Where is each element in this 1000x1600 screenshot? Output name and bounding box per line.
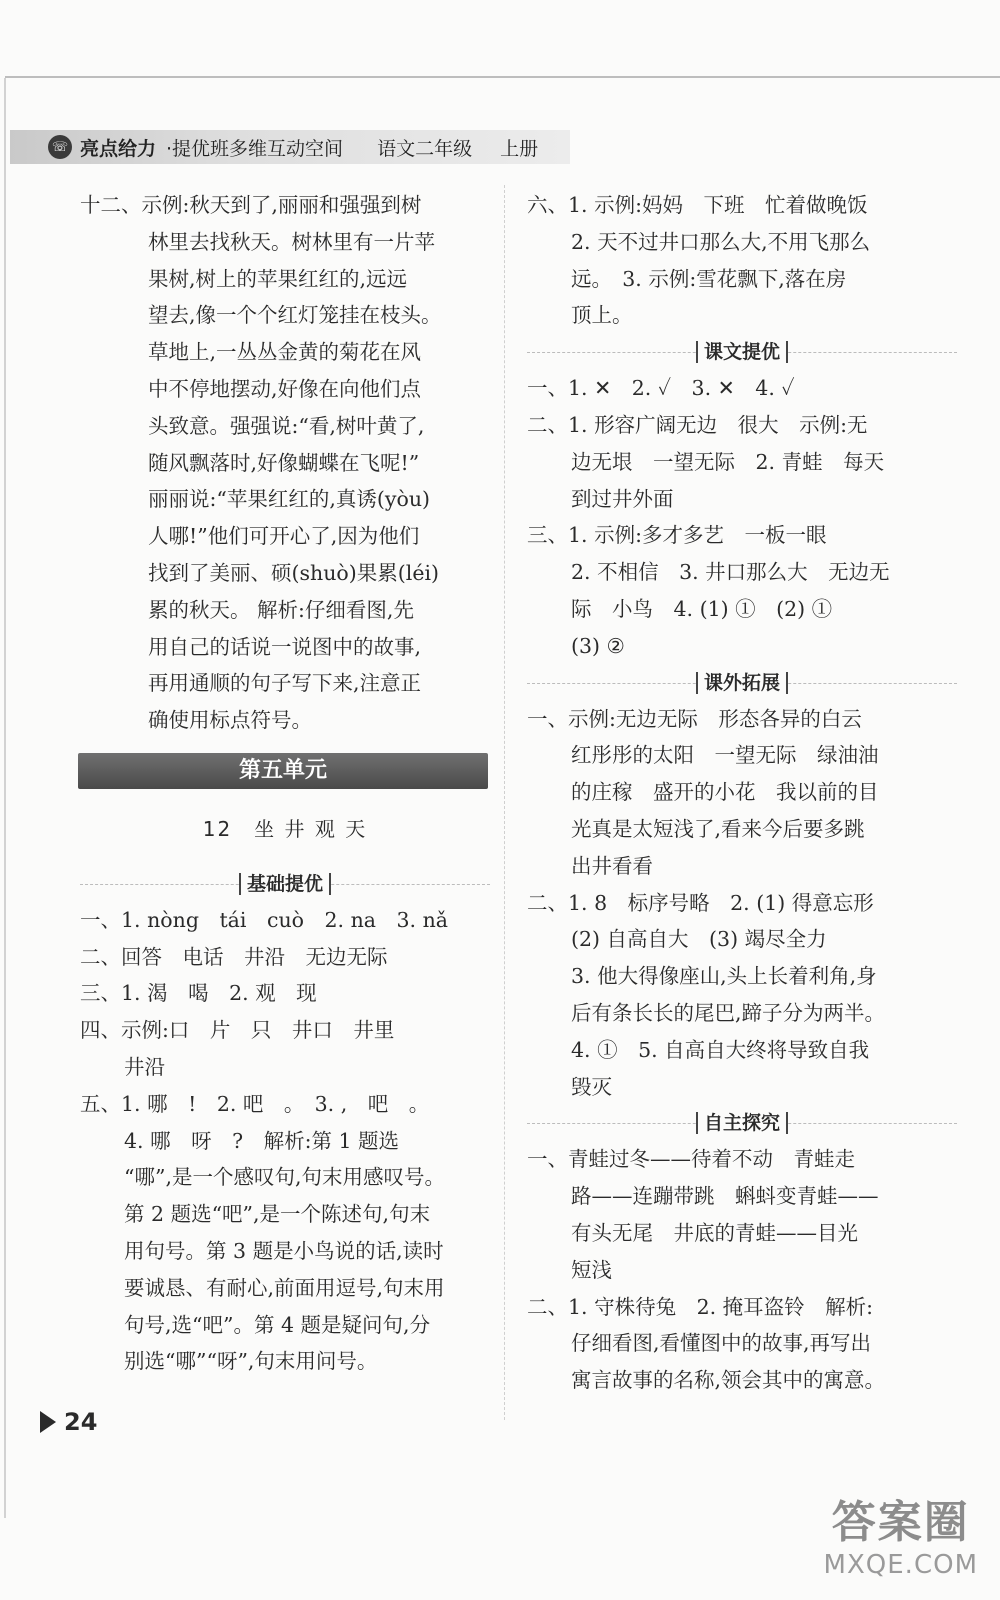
basics-answers — [80, 902, 490, 1380]
text-line: 红彤彤的太阳 一望无际 绿油油 — [571, 743, 879, 768]
text-line: 要诚恳、有耐心,前面用逗号,句末用 — [124, 1275, 445, 1300]
text-line: 五、1. 哪 ! 2. 吧 。 3. , 吧 。 — [80, 1091, 430, 1116]
left-rule — [4, 78, 6, 1518]
text-line: 顶上。 — [571, 303, 633, 328]
text-line: 一、青蛙过冬——待着不动 青蛙走 — [527, 1147, 855, 1172]
text-line: 二、1. 8 标序号略 2. (1) 得意忘形 — [527, 890, 874, 915]
text-line: 林里去找秋天。树林里有一片苹 — [148, 229, 435, 254]
text-line: 二、1. 形容广阔无边 很大 示例:无 — [527, 412, 868, 437]
text-line: 中不停地摆动,好像在向他们点 — [148, 376, 422, 401]
text-line: 2. 天不过井口那么大,不用飞那么 — [571, 229, 871, 254]
text-line: 确使用标点符号。 — [148, 708, 312, 733]
text-line: 一、1. ✕ 2. ✓ 3. ✕ 4. ✓ — [527, 376, 795, 401]
text-line: 4. 哪 呀 ? 解析:第 1 题选 — [124, 1128, 400, 1153]
text-line: (3) ② — [571, 633, 625, 658]
text-line: 三、1. 渴 喝 2. 观 现 — [80, 981, 317, 1006]
text-line: 果树,树上的苹果红红的,远远 — [148, 266, 408, 291]
page-header — [48, 130, 538, 164]
text-line: 的庄稼 盛开的小花 我以前的目 — [571, 780, 879, 805]
text-line: 有头无尾 井底的青蛙——目光 — [571, 1220, 858, 1245]
brand-name: 亮点给力 — [80, 137, 157, 160]
explore-answers — [527, 1141, 957, 1399]
text-line: 再用通顺的句子写下来,注意正 — [148, 671, 422, 696]
watermark-domain: MXQE.COM — [823, 1550, 978, 1580]
text-line: 边无垠 一望无际 2. 青蛙 每天 — [571, 449, 885, 474]
text-line: 人哪!”他们可开心了,因为他们 — [148, 524, 420, 549]
text-line: 远。 3. 示例:雪花飘下,落在房 — [571, 266, 847, 291]
section-heading-text — [527, 334, 957, 370]
text-line: 际 小鸟 4. (1) ① (2) ① — [571, 596, 833, 621]
text-line: 丽丽说:“苹果红红的,真诱(yòu) — [148, 487, 431, 512]
extension-answers — [527, 701, 957, 1106]
unit-banner: 第五单元 — [78, 753, 488, 789]
text-line: 句号,选“吧”。第 4 题是疑问句,分 — [124, 1312, 431, 1337]
text-line: 头致意。强强说:“看,树叶黄了, — [148, 413, 425, 438]
text-line: 六、1. 示例:妈妈 下班 忙着做晚饭 — [527, 193, 868, 217]
text-line: 一、示例:无边无际 形态各异的白云 — [527, 706, 862, 731]
text-line: 随风飘落时,好像蝴蝶在飞呢!” — [148, 450, 420, 475]
text-line: 第 2 题选“吧”,是一个陈述句,句末 — [124, 1202, 431, 1227]
text-line: 四、示例:口 片 只 井口 井里 — [80, 1018, 395, 1043]
text-line: (2) 自高自大 (3) 竭尽全力 — [571, 927, 827, 952]
text-line: 望去,像一个个红灯笼挂在枝头。 — [148, 303, 442, 328]
page-number-text: 24 — [64, 1408, 98, 1436]
text-line: 2. 不相信 3. 井口那么大 无边无 — [571, 560, 890, 585]
text-line: “哪”,是一个感叹句,句末用感叹号。 — [124, 1165, 445, 1190]
section-heading-basics — [80, 866, 490, 902]
answer-block-6 — [527, 187, 957, 334]
watermark-logo — [824, 1486, 978, 1580]
text-line: 井沿 — [124, 1054, 165, 1079]
text-line: 到过井外面 — [571, 486, 674, 511]
text-line: 用句号。第 3 题是小鸟说的话,读时 — [124, 1238, 444, 1263]
text-answers — [527, 370, 957, 664]
section-heading-label: 课外拓展 — [696, 672, 788, 694]
section-heading-label: 课文提优 — [696, 341, 788, 363]
grade-label: 语文二年级 — [377, 137, 473, 160]
text-line: 一、1. nòng tái cuò 2. na 3. nǎ — [80, 907, 448, 932]
text-line: 用自己的话说一说图中的故事, — [148, 634, 422, 659]
column-divider — [504, 185, 505, 1420]
text-line: 二、回答 电话 井沿 无边无际 — [80, 944, 388, 969]
text-line: 三、1. 示例:多才多艺 一板一眼 — [527, 523, 827, 548]
right-column — [527, 187, 957, 1399]
phone-logo-icon: ☏ — [48, 135, 72, 159]
text-line: 寓言故事的名称,领会其中的寓意。 — [571, 1368, 886, 1393]
text-line: 3. 他大得像座山,头上长着利角,身 — [571, 964, 877, 989]
brand-subtitle: ·提优班多维互动空间 — [166, 137, 344, 160]
section-heading-label: 基础提优 — [239, 873, 331, 895]
text-line: 光真是太短浅了,看来今后要多跳 — [571, 816, 865, 841]
text-line: 出井看看 — [571, 853, 653, 878]
left-column — [80, 187, 490, 1380]
lesson-title: 12 坐 井 观 天 — [202, 816, 368, 841]
watermark-title: 答案圈 — [831, 1497, 970, 1548]
text-line: 短浅 — [571, 1257, 612, 1282]
text-line: 十二、示例:秋天到了,丽丽和强强到树 — [80, 193, 422, 217]
text-line: 毁灭 — [571, 1074, 612, 1099]
volume-label: 上册 — [500, 137, 539, 160]
section-heading-extension — [527, 665, 957, 701]
text-line: 4. ① 5. 自高自大终将导致自我 — [571, 1037, 870, 1062]
section-heading-explore — [527, 1105, 957, 1141]
answer-block-12 — [80, 187, 490, 739]
top-rule — [5, 76, 1000, 78]
text-line: 仔细看图,看懂图中的故事,再写出 — [571, 1331, 872, 1356]
text-line: 累的秋天。 解析:仔细看图,先 — [148, 597, 414, 622]
section-heading-label: 自主探究 — [696, 1112, 788, 1134]
triangle-arrow-icon — [40, 1411, 56, 1433]
text-line: 路——连蹦带跳 蝌蚪变青蛙—— — [571, 1184, 879, 1209]
text-line: 找到了美丽、硕(shuò)果累(léi) — [148, 560, 440, 585]
text-line: 草地上,一丛丛金黄的菊花在风 — [148, 340, 422, 365]
text-line: 别选“哪”“呀”,句末用问号。 — [124, 1349, 378, 1374]
text-line: 后有条长长的尾巴,蹄子分为两半。 — [571, 1000, 886, 1025]
page-number — [40, 1408, 97, 1436]
text-line: 二、1. 守株待兔 2. 掩耳盗铃 解析: — [527, 1294, 874, 1319]
